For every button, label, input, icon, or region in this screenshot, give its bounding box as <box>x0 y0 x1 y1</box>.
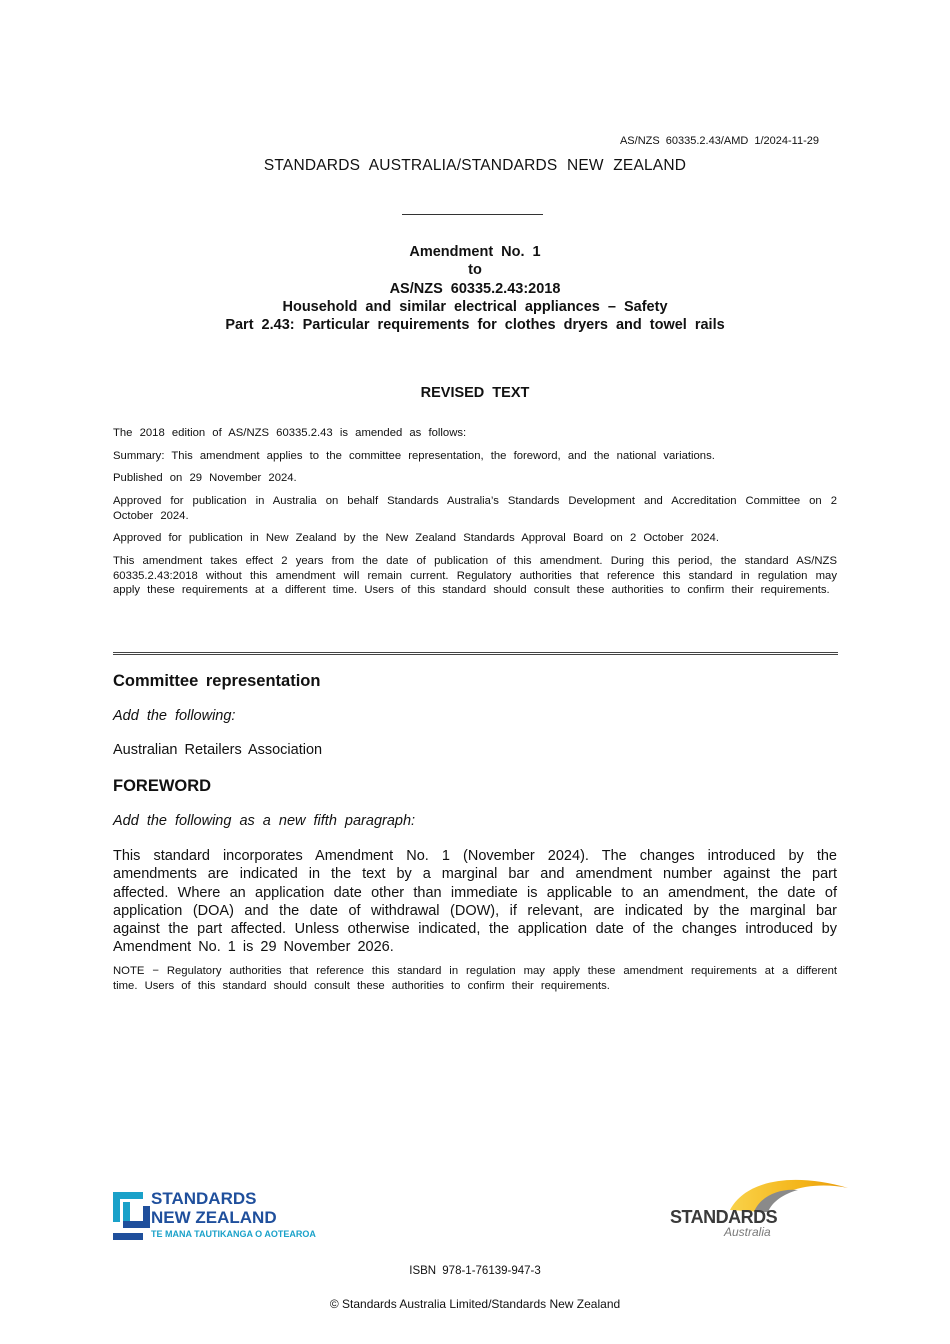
sa-wordmark: STANDARDS <box>670 1207 778 1227</box>
committee-member: Australian Retailers Association <box>113 742 323 758</box>
committee-instruction: Add the following: <box>113 708 236 724</box>
intro-amended-statement: The 2018 edition of AS/NZS 60335.2.43 is amended as follows: <box>113 427 467 439</box>
snz-tagline: TE MANA TAUTIKANGA O AOTEAROA <box>151 1229 316 1239</box>
organisation-heading: STANDARDS AUSTRALIA/STANDARDS NEW ZEALAND <box>263 157 687 174</box>
title-line-standard-number: AS/NZS 60335.2.43:2018 <box>389 280 561 297</box>
standards-new-zealand-logo <box>113 1190 333 1246</box>
short-divider <box>402 214 543 215</box>
revised-text-heading: REVISED TEXT <box>420 385 530 401</box>
amendment-title <box>0 243 950 334</box>
foreword-note: NOTE − Regulatory authorities that reference this standard in regulation may apply these amendment requirements at a different time. Users of this standard should consult these authorities to confirm their requirements. <box>113 965 837 992</box>
snz-line-1: STANDARDS <box>151 1189 257 1208</box>
intro-approval-new-zealand: Approved for publication in New Zealand by the New Zealand Standards Approval Board on 2 October 2024. <box>113 532 719 544</box>
sa-subtitle: Australia <box>724 1225 771 1239</box>
intro-summary: Summary: This amendment applies to the committee representation, the foreword, and the national variations. <box>113 450 715 462</box>
title-line-to: to <box>468 262 482 279</box>
snz-mark-icon <box>113 1192 151 1242</box>
foreword-instruction: Add the following as a new fifth paragraph: <box>113 813 416 829</box>
section-divider <box>113 652 838 655</box>
snz-line-2: NEW ZEALAND <box>151 1208 277 1227</box>
document-reference: AS/NZS 60335.2.43/AMD 1/2024-11-29 <box>619 135 819 147</box>
committee-heading: Committee representation <box>113 672 321 690</box>
standards-australia-logo <box>668 1170 853 1242</box>
title-line-amendment: Amendment No. 1 <box>409 244 541 260</box>
isbn: ISBN 978-1-76139-947-3 <box>409 1265 541 1277</box>
intro-published: Published on 29 November 2024. <box>113 472 297 484</box>
intro-approval-australia: Approved for publication in Australia on behalf Standards Australia’s Standards Development and Accreditation Committee on 2 October 2024. <box>113 495 837 522</box>
title-line-part: Part 2.43: Particular requirements for clothes dryers and towel rails <box>225 317 725 334</box>
copyright: © Standards Australia Limited/Standards New Zealand <box>329 1297 621 1311</box>
foreword-heading: FOREWORD <box>113 777 212 795</box>
intro-effect-statement: This amendment takes effect 2 years from the date of publication of this amendment. During this period, the standard AS/NZS 60335.2.43:2018 without this amendment will remain current. Regulatory authorities that reference this standard in regulation may apply these requirements at a different time. Users of this standard should consult these authorities to confirm their requirements. <box>113 555 837 597</box>
foreword-paragraph: This standard incorporates Amendment No. 1 (November 2024). The changes introduced by the amendments are indicated in the text by a marginal bar and amendment number against the part affected. Where an application date other than immediate is applicable to an amendment, the date of application (DOA) and the date of withdrawal (DOW), if relevant, are indicated by the marginal bar against the part affected. Unless otherwise indicated, the application date of the changes introduced by Amendment No. 1 is 29 November 2026. <box>113 848 837 956</box>
title-line-series: Household and similar electrical appliances – Safety <box>282 298 668 315</box>
